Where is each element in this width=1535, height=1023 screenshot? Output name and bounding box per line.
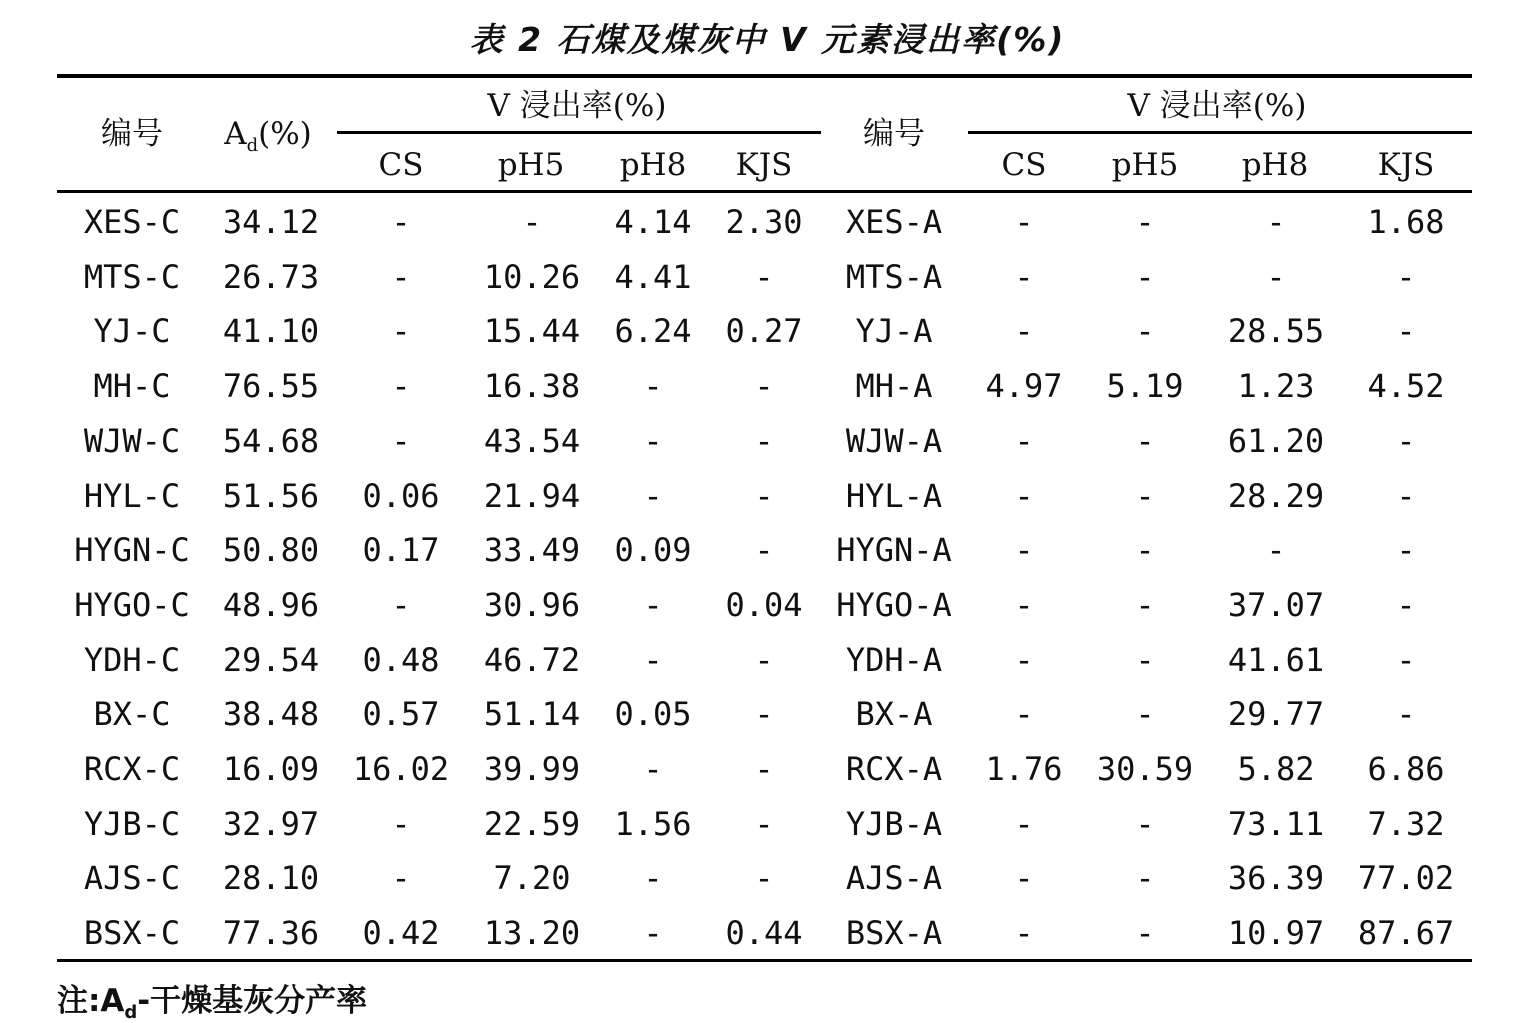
cell-ad: 16.09 [222, 750, 320, 788]
cell-ph5-right: - [1135, 914, 1155, 953]
cell-cs-right: - [1014, 804, 1034, 843]
cell-cs-right: - [1014, 531, 1034, 570]
header-sub-ph5-right: pH5 [1111, 147, 1179, 183]
header-rule [57, 190, 1472, 193]
cell-ad: 28.10 [222, 859, 320, 898]
header-id-left: 编号 [101, 116, 163, 152]
cell-kjs-right: - [1396, 312, 1416, 351]
cell-ph5-right: 30.59 [1096, 750, 1194, 788]
cell-cs-left: - [391, 859, 411, 898]
header-sub-ph5-left: pH5 [497, 147, 565, 183]
cell-id-left: MTS-C [83, 257, 181, 296]
cell-id-left: YDH-C [83, 640, 181, 679]
cell-ad: 50.80 [222, 531, 320, 570]
cell-kjs-left: 0.27 [725, 312, 803, 351]
cell-ph8-right: 28.55 [1227, 312, 1325, 351]
cell-ph8-left: 1.56 [614, 804, 692, 843]
cell-ph5-left: 33.49 [483, 531, 581, 570]
cell-ph5-right: - [1135, 640, 1155, 679]
cell-ph5-right: - [1135, 531, 1155, 570]
cell-ph8-left: 4.14 [614, 203, 692, 241]
cell-id-left: HYGN-C [74, 531, 190, 570]
cell-id-left: BSX-C [83, 914, 181, 953]
cell-ad: 32.97 [222, 804, 320, 843]
cell-ph8-right: 28.29 [1227, 476, 1325, 515]
table-title: 表 2 石煤及煤灰中 V 元素浸出率(%) [469, 20, 1066, 59]
cell-id-right: HYL-A [845, 476, 943, 515]
cell-kjs-right: - [1396, 476, 1416, 515]
cell-kjs-left: - [754, 531, 774, 570]
cell-id-right: YJB-A [845, 804, 943, 843]
cell-kjs-right: 6.86 [1367, 750, 1445, 788]
cell-ph5-left: 39.99 [483, 750, 581, 788]
cell-kjs-right: 77.02 [1357, 859, 1455, 898]
cell-ph5-right: - [1135, 695, 1155, 734]
cell-ad: 34.12 [222, 203, 320, 241]
cell-ph5-left: 46.72 [483, 640, 581, 679]
cell-kjs-right: 1.68 [1367, 203, 1445, 241]
cell-ph8-right: - [1266, 531, 1286, 570]
cell-ph8-right: 10.97 [1227, 914, 1325, 953]
cell-ph5-left: 16.38 [483, 367, 581, 406]
cell-ph8-right: 29.77 [1227, 695, 1325, 734]
cell-cs-left: - [391, 585, 411, 624]
cell-kjs-right: 87.67 [1357, 914, 1455, 953]
cell-id-right: XES-A [845, 203, 943, 241]
cell-kjs-right: - [1396, 585, 1416, 624]
cell-id-right: WJW-A [845, 421, 943, 460]
cell-ph8-left: - [643, 421, 663, 460]
header-group-right: V 浸出率(%) [1127, 88, 1307, 124]
cell-kjs-right: - [1396, 421, 1416, 460]
cell-kjs-right: 7.32 [1367, 804, 1445, 843]
cell-ph8-left: - [643, 476, 663, 515]
cell-ph8-left: 0.09 [614, 531, 692, 570]
cell-id-left: MH-C [93, 367, 171, 406]
cell-kjs-left: - [754, 804, 774, 843]
cell-cs-left: 0.17 [362, 531, 440, 570]
cell-ph8-right: 61.20 [1227, 421, 1325, 460]
cell-kjs-left: 2.30 [725, 203, 803, 241]
cell-id-right: YDH-A [845, 640, 943, 679]
cell-cs-right: 1.76 [985, 750, 1063, 788]
header-group-left: V 浸出率(%) [487, 88, 667, 124]
cell-ph5-left: 10.26 [483, 257, 581, 296]
cell-ph8-left: 4.41 [614, 257, 692, 296]
cell-ph8-left: - [643, 859, 663, 898]
cell-cs-right: - [1014, 203, 1034, 241]
header-sub-cs-left: CS [378, 147, 424, 183]
header-sub-ph8-left: pH8 [619, 147, 687, 183]
cell-kjs-right: - [1396, 640, 1416, 679]
cell-ph5-right: - [1135, 859, 1155, 898]
cell-kjs-left: 0.44 [725, 914, 803, 953]
cell-ph8-left: - [643, 367, 663, 406]
cell-kjs-left: - [754, 476, 774, 515]
cell-ph8-left: - [643, 640, 663, 679]
cell-cs-right: - [1014, 585, 1034, 624]
cell-id-left: YJ-C [93, 312, 171, 351]
cell-cs-right: - [1014, 312, 1034, 351]
cell-cs-left: 0.48 [362, 640, 440, 679]
top-rule [57, 74, 1472, 78]
cell-ad: 77.36 [222, 914, 320, 953]
cell-ph5-left: 22.59 [483, 804, 581, 843]
cell-id-left: YJB-C [83, 804, 181, 843]
cell-kjs-right: - [1396, 695, 1416, 734]
cell-ph5-left: 43.54 [483, 421, 581, 460]
cell-ph5-left: 15.44 [483, 312, 581, 351]
cell-ad: 48.96 [222, 585, 320, 624]
cell-kjs-right: 4.52 [1367, 367, 1445, 406]
table-note: 注$:A_d-$干燥基灰分产率 [57, 983, 368, 1023]
cell-id-left: XES-C [83, 203, 181, 241]
cell-id-left: AJS-C [83, 859, 181, 898]
cell-ph8-right: 1.23 [1237, 367, 1315, 406]
cell-ph8-left: - [643, 585, 663, 624]
cell-ph5-right: - [1135, 203, 1155, 241]
cell-id-right: RCX-A [845, 750, 943, 788]
cell-ph8-right: 73.11 [1227, 804, 1325, 843]
cell-ph5-right: - [1135, 585, 1155, 624]
cell-cs-left: - [391, 312, 411, 351]
cell-ph5-right: - [1135, 421, 1155, 460]
cell-ad: 54.68 [222, 421, 320, 460]
header-sub-kjs-right: KJS [1377, 147, 1435, 183]
cell-ph5-left: 13.20 [483, 914, 581, 953]
cell-id-right: HYGO-A [836, 585, 952, 624]
header-ad: $A_d(\%)$ [224, 116, 312, 157]
cell-ph5-right: 5.19 [1106, 367, 1184, 406]
cell-id-right: AJS-A [845, 859, 943, 898]
cell-cs-left: - [391, 257, 411, 296]
header-sub-cs-right: CS [1001, 147, 1047, 183]
cell-cs-right: - [1014, 914, 1034, 953]
cell-kjs-left: - [754, 421, 774, 460]
cell-id-left: RCX-C [83, 750, 181, 788]
cell-cs-left: 0.42 [362, 914, 440, 953]
cell-cs-right: - [1014, 640, 1034, 679]
cell-ph8-left: - [643, 914, 663, 953]
cell-id-left: HYGO-C [74, 585, 190, 624]
cell-ph5-left: 7.20 [493, 859, 571, 898]
cell-id-right: YJ-A [855, 312, 933, 351]
cell-id-right: MTS-A [845, 257, 943, 296]
cell-ph5-left: 51.14 [483, 695, 581, 734]
cell-ph8-left: 6.24 [614, 312, 692, 351]
cell-cs-left: - [391, 421, 411, 460]
cell-ph8-left: - [643, 750, 663, 788]
header-id-right: 编号 [863, 116, 925, 152]
cell-kjs-left: - [754, 257, 774, 296]
cell-id-right: HYGN-A [836, 531, 952, 570]
cell-id-left: WJW-C [83, 421, 181, 460]
cell-ph5-right: - [1135, 804, 1155, 843]
cell-ph8-right: - [1266, 257, 1286, 296]
cell-cs-right: 4.97 [985, 367, 1063, 406]
cell-ph5-left: - [522, 203, 542, 241]
cell-kjs-left: - [754, 750, 774, 788]
cell-cs-left: 16.02 [352, 750, 450, 788]
cell-ph5-right: - [1135, 476, 1155, 515]
cell-ad: 41.10 [222, 312, 320, 351]
header-sub-kjs-left: KJS [735, 147, 793, 183]
cell-kjs-right: - [1396, 531, 1416, 570]
cell-ph5-right: - [1135, 312, 1155, 351]
cell-kjs-left: - [754, 695, 774, 734]
cell-kjs-left: - [754, 640, 774, 679]
cell-kjs-left: 0.04 [725, 585, 803, 624]
cell-cs-right: - [1014, 476, 1034, 515]
cell-ph8-right: 36.39 [1227, 859, 1325, 898]
cell-cs-right: - [1014, 859, 1034, 898]
cell-kjs-left: - [754, 367, 774, 406]
cell-ad: 38.48 [222, 695, 320, 734]
cell-kjs-left: - [754, 859, 774, 898]
group-subrule-right [968, 131, 1472, 134]
cell-cs-left: - [391, 804, 411, 843]
cell-cs-left: - [391, 367, 411, 406]
cell-ph8-right: 41.61 [1227, 640, 1325, 679]
cell-ph5-left: 30.96 [483, 585, 581, 624]
cell-kjs-right: - [1396, 257, 1416, 296]
cell-id-left: BX-C [93, 695, 171, 734]
cell-id-right: BX-A [855, 695, 933, 734]
cell-ph8-right: - [1266, 203, 1286, 241]
cell-ad: 26.73 [222, 257, 320, 296]
bottom-rule [57, 959, 1472, 962]
cell-cs-left: - [391, 203, 411, 241]
cell-ph8-right: 5.82 [1237, 750, 1315, 788]
cell-ph5-left: 21.94 [483, 476, 581, 515]
cell-id-right: BSX-A [845, 914, 943, 953]
cell-cs-left: 0.57 [362, 695, 440, 734]
cell-ad: 76.55 [222, 367, 320, 406]
group-subrule-left [337, 131, 821, 134]
cell-cs-left: 0.06 [362, 476, 440, 515]
cell-ph8-left: 0.05 [614, 695, 692, 734]
cell-ph5-right: - [1135, 257, 1155, 296]
cell-cs-right: - [1014, 421, 1034, 460]
cell-ad: 29.54 [222, 640, 320, 679]
cell-id-right: MH-A [855, 367, 933, 406]
cell-id-left: HYL-C [83, 476, 181, 515]
cell-cs-right: - [1014, 695, 1034, 734]
header-sub-ph8-right: pH8 [1241, 147, 1309, 183]
cell-ad: 51.56 [222, 476, 320, 515]
cell-ph8-right: 37.07 [1227, 585, 1325, 624]
cell-cs-right: - [1014, 257, 1034, 296]
